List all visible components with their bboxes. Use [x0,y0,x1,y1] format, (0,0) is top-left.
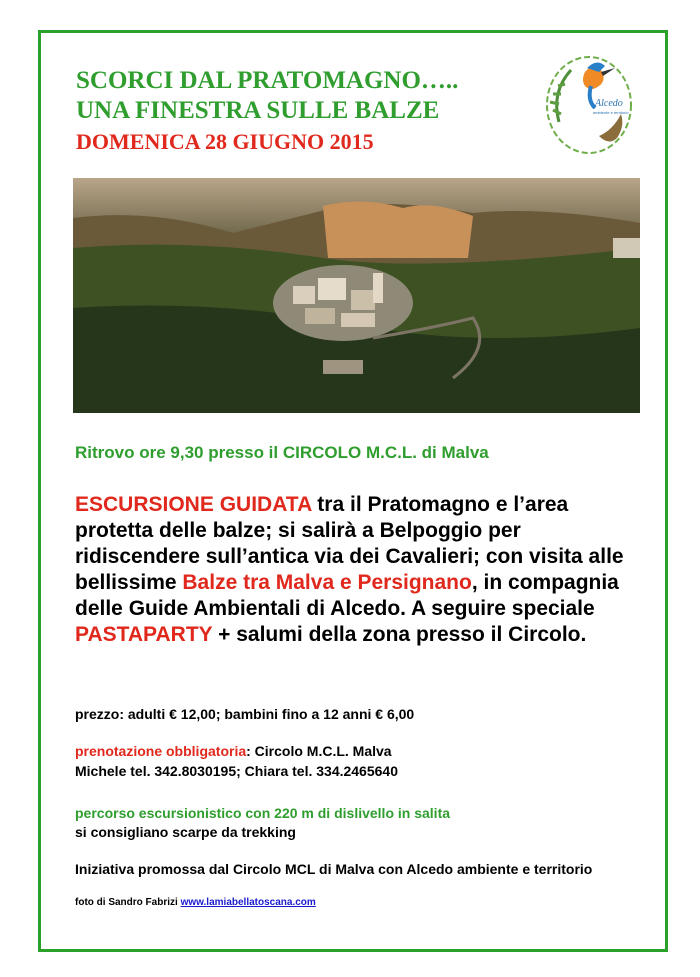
description-text-2: , in compagnia delle Guide Ambientali di Alcedo. A seguire speciale [75,571,619,620]
credit-text: foto di Sandro Fabrizi [75,897,181,908]
route-info: percorso escursionistico con 220 m di dislivello in salita [75,805,451,821]
booking-text: : Circolo M.C.L. Malva [246,743,392,759]
initiative-text: Iniziativa promossa dal Circolo MCL di Malva con Alcedo ambiente e territorio [75,861,593,877]
excursion-highlight: ESCURSIONE GUIDATA [75,493,312,516]
title-line-1: SCORCI DAL PRATOMAGNO….. [76,67,459,94]
logo-brand-text: Alcedo [595,98,623,109]
route-advice: si consigliano scarpe da trekking [75,824,296,840]
booking-line [75,742,392,761]
event-date: DOMENICA 28 GIUGNO 2015 [76,129,374,154]
booking-label: prenotazione obbligatoria [75,743,247,759]
price-info: prezzo: adulti € 12,00; bambini fino a 12 anni € 6,00 [75,706,415,722]
meeting-point: Ritrovo ore 9,30 presso il CIRCOLO M.C.L. di Malva [75,443,489,462]
photo-credit [75,897,316,908]
title-line-2: UNA FINESTRA SULLE BALZE [76,97,440,124]
description-text-1: tra il Pratomagno e l’area protetta delle balze; si salirà a Belpoggio per ridiscendere sull’antica via dei Cavalieri; con visita alle bellissime [75,493,624,594]
landscape-photo [73,178,640,413]
credit-link[interactable]: www.lamiabellatoscana.com [180,897,316,908]
balze-highlight: Balze tra Malva e Persignano [182,571,472,594]
booking-contacts: Michele tel. 342.8030195; Chiara tel. 334.2465640 [75,763,398,779]
excursion-description [75,492,645,648]
alcedo-logo [541,52,637,158]
pastaparty-highlight: PASTAPARTY [75,623,213,646]
logo-tagline-text: ambiente e territorio [593,110,629,115]
description-text-3: + salumi della zona presso il Circolo. [212,623,587,646]
